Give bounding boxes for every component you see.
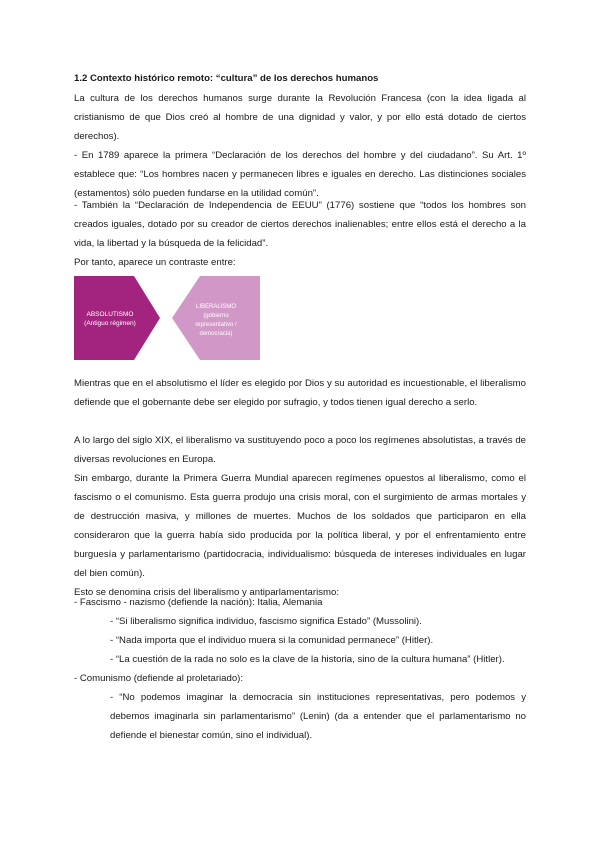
gobierno-label: (gobierno <box>203 313 229 319</box>
representativo-label: representativo / <box>195 322 237 328</box>
liberalismo-label: LIBERALISMO <box>195 304 237 310</box>
list-item-fascismo: - Fascismo - nazismo (defiende la nación): Italia, Alemania <box>74 597 323 608</box>
section-heading: 1.2 Contexto histórico remoto: “cultura” de los derechos humanos <box>74 73 379 84</box>
antiguo-regimen-label: (Antiguo régimen) <box>84 320 136 327</box>
paragraph-declaracion-eeuu: - También la “Declaración de Independencia de EEUU” (1776) sostiene que “todos los hombres son creados iguales, dotado por su creador de ciertos derechos inalienables; entre ellos está el derecho a la vida, la libertad y la búsqueda de la felicidad”. <box>74 200 526 249</box>
democracia-label: democracia) <box>199 331 233 337</box>
paragraph-contraste: Por tanto, aparece un contraste entre: <box>74 257 236 268</box>
paragraph-declaracion-1789: - En 1789 aparece la primera “Declaración de los derechos del hombre y del ciudadano”. Su Art. 1º establece que: “Los hombres nacen y permanecen libres e iguales en derecho. Las distinciones sociales (estamentos) sólo pueden fundarse en la utilidad común”. <box>74 150 526 199</box>
quote-hitler-1: - “Nada importa que el individuo muera si la comunidad permanece” (Hitler). <box>110 635 434 646</box>
quote-hitler-2: - “La cuestión de la rada no solo es la clave de la historia, sino de la cultura humana” (Hitler). <box>110 654 505 665</box>
paragraph-absolutismo-liberalismo: Mientras que en el absolutismo el líder es elegido por Dios y su autoridad es incuestionable, el liberalismo defiende que el gobernante debe ser elegido por sufragio, y todos tienen igual derecho a serlo. <box>74 378 526 408</box>
quote-mussolini: - “Si liberalismo significa individuo, fascismo significa Estado” (Mussolini). <box>110 616 422 627</box>
absolutismo-label: ABSOLUTISMO <box>86 311 134 318</box>
absolutism-liberalism-diagram <box>74 276 264 360</box>
paragraph-intro: La cultura de los derechos humanos surge durante la Revolución Francesa (con la idea ligada al cristianismo de que Dios creó al hombre de una dignidad y valor, y por ello está dotado de ciertos derechos). <box>74 93 526 142</box>
quote-lenin: - “No podemos imaginar la democracia sin instituciones representativas, pero podemos y debemos imaginarla sin parlamentarismo” (Lenin) (da a entender que el parlamentarismo no defiende el bienestar común, sino el individual). <box>110 692 526 741</box>
paragraph-crisis-liberalismo: Esto se denomina crisis del liberalismo y antiparlamentarismo: <box>74 587 340 598</box>
list-item-comunismo: - Comunismo (defiende al proletariado): <box>74 673 244 684</box>
paragraph-primera-guerra: Sin embargo, durante la Primera Guerra Mundial aparecen regímenes opuestos al liberalismo, como el fascismo o el comunismo. Esta guerra produjo una crisis moral, con el surgimiento de armas mortales y de destrucción masiva, y millones de muertes. Muchos de los soldados que participaron en ella consideraron que la guerra había sido producida por la política liberal, y por el enfrentamiento entre burguesía y parlamentarismo (partidocracia, individualismo: búsqueda de intereses individuales en lugar del bien común). <box>74 473 526 579</box>
absolutismo-arrow <box>74 276 160 360</box>
paragraph-siglo-xix: A lo largo del siglo XIX, el liberalismo va sustituyendo poco a poco los regímenes absolutistas, a través de diversas revoluciones en Europa. <box>74 435 526 465</box>
